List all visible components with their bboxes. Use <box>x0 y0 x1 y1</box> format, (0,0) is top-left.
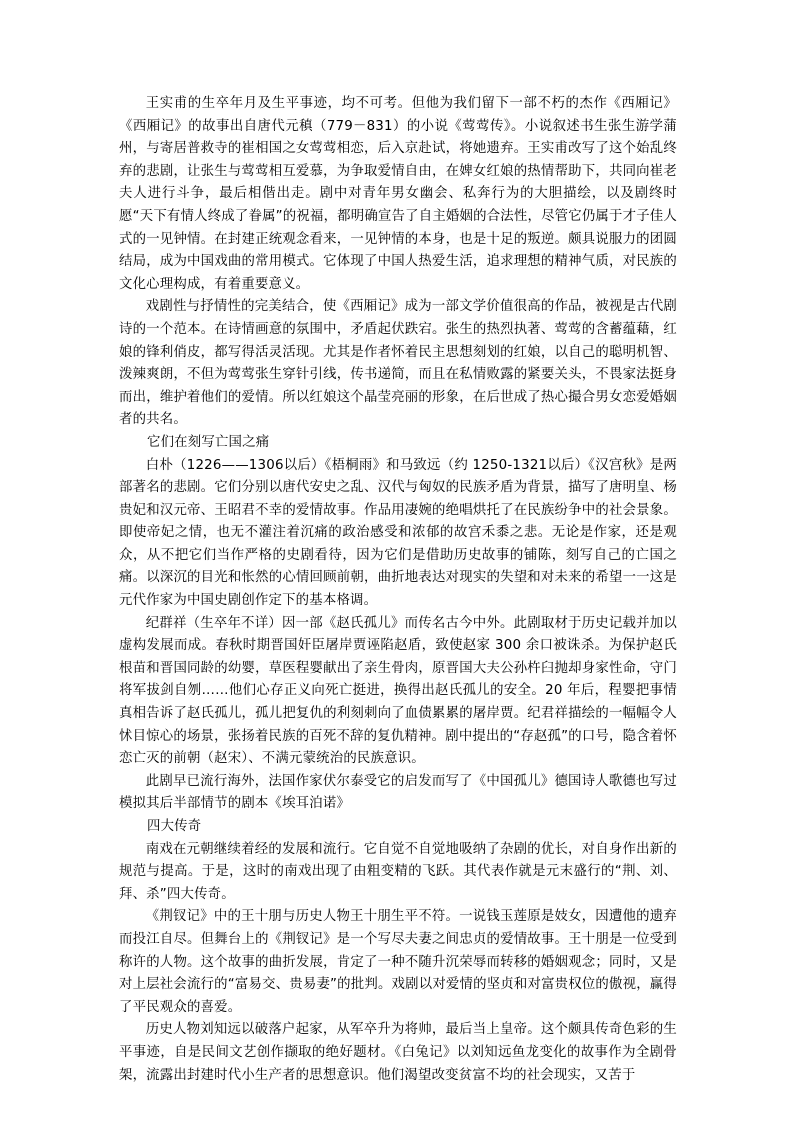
section-heading-national-grief: 它们在刻写亡国之痛 <box>147 434 270 450</box>
paragraph-xixiangji-art: 戏剧性与抒情性的完美结合，使《西厢记》成为一部文学价值很高的作品，被视是古代剧诗的一个范本。在诗情画意的氛围中，矛盾起伏跌宕。张生的热烈执著、莺莺的含蓄蕴藉，红娘的锋利俏皮，都写得活灵活现。尤其是作者怀着民主思想刻划的红娘，以自己的聪明机智、泼辣爽朗，不但为莺莺张生穿针引线，传书递简，而且在私情败露的紧要关头，不畏家法挺身而出，维护着他们的爱情。所以红娘这个晶莹亮丽的形象，在后世成了热心撮合男女恋爱婚姻者的共名。 <box>119 299 677 428</box>
paragraph-baituji: 历史人物刘知远以破落户起家，从军卒升为将帅，最后当上皇帝。这个颇具传奇色彩的生平事迹，自是民间文艺创作撷取的绝好题材。《白兔记》以刘知远鱼龙变化的故事作为全剧骨架，流露出封建时代小生产者的思想意识。他们渴望改变贫富不均的社会现实，又苦于 <box>119 1022 677 1083</box>
paragraph-jingchaiji: 《荆钗记》中的王十朋与历史人物王十朋生平不符。一说钱玉莲原是妓女，因遭他的遗弃而投江自尽。但舞台上的《荆钗记》是一个写尽夫妻之间忠贞的爱情故事。王十朋是一位受到称许的人物。这个故事的曲折发展，肯定了一种不随升沉荣辱而转移的婚姻观念；同时，又是对上层社会流行的“富易交、贵易妻”的批判。戏剧以对爱情的坚贞和对富贵权位的傲视，赢得了平民观众的喜爱。 <box>119 909 677 1015</box>
paragraph-overseas-influence: 此剧早已流行海外，法国作家伏尔泰受它的启发而写了《中国孤儿》德国诗人歌德也写过模拟其后半部情节的剧本《埃耳泊诺》 <box>119 773 677 812</box>
paragraph-nanxi: 南戏在元朝继续着经的发展和流行。它自觉不自觉地吸纳了杂剧的优长，对自身作出新的规范与提高。于是，这时的南戏出现了由粗变精的飞跃。其代表作就是元末盛行的“荆、刘、拜、杀”四大传奇。 <box>119 841 677 902</box>
paragraph-xixiangji-intro: 王实甫的生卒年月及生平事迹，均不可考。但他为我们留下一部不朽的杰作《西厢记》《西厢记》的故事出自唐代元稹（779－831）的小说《莺莺传》。小说叙述书生张生游学蒲州，与寄居普救寺的崔相国之女莺莺相恋，后入京赴试，将她遗弃。王实甫改写了这个始乱终弃的悲剧，让张生与莺莺相互爱慕，为争取爱情自由，在婢女红娘的热情帮助下，共同向崔老夫人进行斗争，最后相偕出走。剧中对青年男女幽会、私奔行为的大胆描绘，以及剧终时愿“天下有情人终成了眷属”的祝福，都明确宣告了自主婚姻的合法性，尽管它仍属于才子佳人式的一见钟情。在封建正统观念看来，一见钟情的本身，也是十足的叛逆。颇具说服力的团圆结局，成为中国戏曲的常用模式。它体现了中国人热爱生活，追求理想的精神气质，对民族的文化心理构成，有着重要意义。 <box>119 96 677 292</box>
section-heading-four-chuanqi: 四大传奇 <box>147 819 202 834</box>
paragraph-tragedies: 白朴（1226——1306以后）《梧桐雨》和马致远（约 1250-1321以后）《汉宫秋》是两部著名的悲剧。它们分别以唐代安史之乱、汉代与匈奴的民族矛盾为背景，描写了唐明皇、杨贵妃和汉元帝、王昭君不幸的爱情故事。作品用凄婉的绝唱烘托了在民族纷争中的社会景象。即使帝妃之情，也无不灌注着沉痛的政治感受和浓郁的故宫禾黍之悲。无论是作家，还是观众，从不把它们当作严格的史剧看待，因为它们是借助历史故事的铺陈，刻写自己的亡国之痛。以深沉的目光和怅然的心情回顾前朝，曲折地表达对现实的失望和对未来的希望一一这是元代作家为中国史剧创作定下的基本格调。 <box>119 457 677 609</box>
document-body <box>119 93 677 1087</box>
paragraph-zhaoshi-guer: 纪群祥（生卒年不详）因一部《赵氏孤儿》而传名古今中外。此剧取材于历史记载并加以虚构发展而成。春秋时期晋国奸臣屠岸贾诬陷赵盾，致使赵家 300 余口被诛杀。为保护赵氏根苗和晋国同龄的幼婴，草医程婴献出了亲生骨肉，原晋国大夫公孙杵臼抛却身家性命，守门将军拔剑自刎……他们心存正义向死亡挺进，换得出赵氏孤儿的安全。20 年后，程婴把事情真相告诉了赵氏孤儿，孤儿把复仇的利刻刺向了血债累累的屠岸贾。纪君祥描绘的一幅幅令人怵目惊心的场景，张扬着民族的百死不辞的复仇精神。剧中提出的“存赵孤”的口号，隐含着怀恋亡灭的前朝（赵宋）、不满元蒙统治的民族意识。 <box>119 615 677 767</box>
